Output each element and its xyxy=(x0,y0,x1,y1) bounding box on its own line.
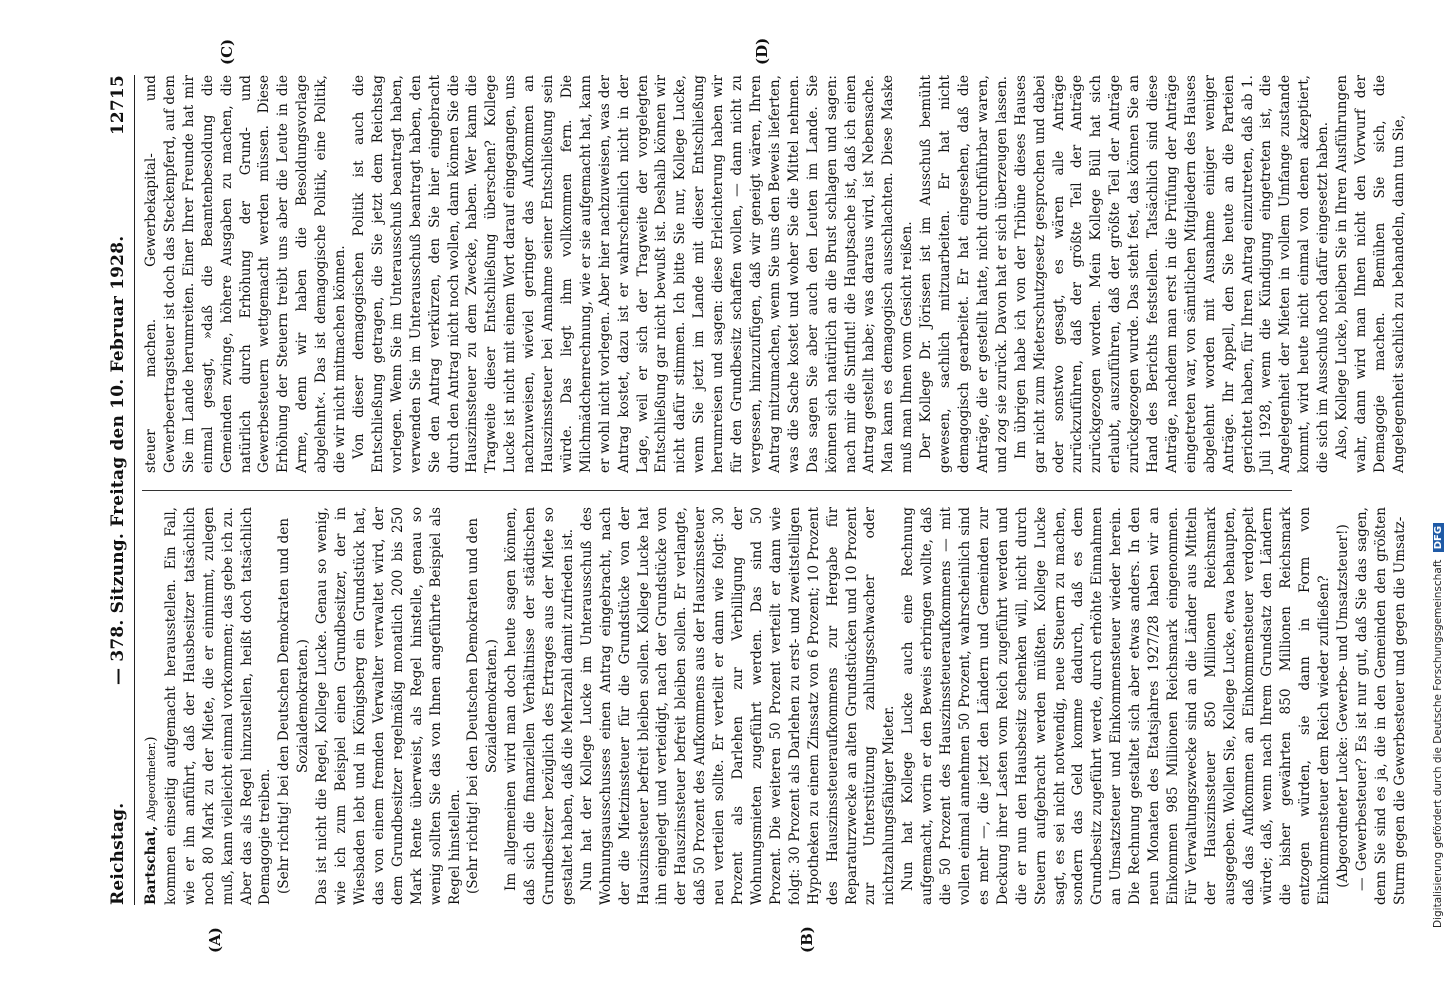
interjection: (Sehr richtig! bei den Deutschen Demokraten und den Sozialdemokraten.) xyxy=(276,517,312,895)
column-divider xyxy=(142,490,1292,491)
paragraph: Das ist nicht die Regel, Kollege Lucke. Genau so wenig, wie ich zum Beispiel einen Grundbesitzer, der in Wiesbaden lebt und in Königsberg ein Grundstück hat, das von einem fremden Verwalter verwaltet wird, der dem Grundbesitzer regelmäßig monatlich 200 bis 250 Mark Rente überweist, als Regel hinstelle, genau so wenig sollten Sie das von Ihnen angeführte Beispiel als Regel hinstellen. xyxy=(314,507,463,905)
interjection: (Abgeordneter Lucke: Gewerbe- und Umsatzsteuer!) xyxy=(1335,524,1352,888)
paragraph: Nun hat der Kollege Lucke im Unterausschuß des Wohnungsausschusses einen Antrag eingebracht, nach der die Mietzinssteuer für die Grundstücke von der Hauszinssteuer befreit bleiben sollen. Kollege Lucke hat ihn eingelegt und verteidigt, nach der Grundstücke von der Hauszinssteuer befreit bleiben sollen. Er verlangte, daß 50 Prozent des Aufkommens aus der Hauszinssteuer neu verteilen sollte. Er verteilt er dann wie folgt: 30 Prozent als Darlehen zur Verbilligung der Wohnungsmieten zugeführt werden. Das sind 50 Prozent. Die weiteren 50 Prozent verteilt er dann wie folgt: 30 Prozent als Darlehen zu erst- und zweitstelligen Hypotheken zu einem Zinssatz von 6 Prozent; 10 Prozent des Hauszinssteueraufkommens zur Hergabe für Reparaturzwecke an alten Grundstücken und 10 Prozent zur Unterstützung zahlungsschwacher oder nichtzahlungsfähiger Mieter. xyxy=(578,507,898,905)
margin-marker-d: (D) xyxy=(753,37,771,65)
header-session-date: — 378. Sitzung. Freitag den 10. Februar 1928. xyxy=(108,235,128,685)
paragraph: Also, Kollege Lucke, bleiben Sie in Ihren Ausführungen wahr, dann wird man Ihnen nicht den Vorwurf der Demagogie machen. Bemühen Sie sich, die Angelegenheit sachlich zu behandeln, dann tun Sie, xyxy=(1334,75,1407,473)
document-page xyxy=(108,37,1408,953)
margin-marker-c: (C) xyxy=(218,38,236,65)
paragraph: Der Kollege Dr. Jörissen ist im Ausschuß bemüht gewesen, sachlich mitzuarbeiten. Er hat nicht demagogisch gearbeitet. Er hat eingesehen, daß die Anträge, die er gestellt hatte, nicht durchführbar waren, und zog sie zurück. Davon hat er sich überzeugen lassen. xyxy=(918,75,1010,473)
interjection: (Sehr richtig! bei den Deutschen Demokraten und den Sozialdemokraten.) xyxy=(465,517,501,895)
paragraph: Bartschat, Abgeordneter.) xyxy=(143,736,159,905)
page-number: 12715 xyxy=(108,75,128,136)
speaker-role: Abgeordneter. xyxy=(145,741,158,822)
credit-text: Digitalisierung gefördert durch die Deutsche Forschungsgemeinschaft xyxy=(1432,559,1444,928)
paragraph: Nun hat Kollege Lucke auch eine Rechnung aufgemacht, worin er den Beweis erbringen wollte, daß die 50 Prozent des Hauszinssteueraufkommens — mit vollen einmal annehmen 50 Prozent, wahrscheinlich sind es mehr —, die jetzt den Ländern und Gemeinden zur Deckung ihrer Lasten vom Reich zugeführt werden und die er nun den Hausbesitz schenken will, nicht durch Steuern aufgebracht werden müßten. Kollege Lucke sagt, es sei nicht notwendig, neue Steuern zu machen, sondern das Geld komme dadurch, daß es dem Grundbesitz zugeführt werde, durch erhöhte Einnahmen an Umsatzsteuer und Einkommensteuer wieder herein. Die Rechnung gestaltet sich aber etwas anders. In den neun Monaten des Etatsjahres 1927/28 haben wir an Einkommen 985 Millionen Reichsmark eingenommen. Für Verwaltungszwecke sind an die Länder aus Mitteln der Hauszinssteuer 850 Millionen Reichsmark ausgegeben. Wollen Sie, Kollege Lucke, etwa behaupten, daß das Aufkommen an Einkommensteuer verdoppelt würde; daß, wenn nach Ihrem Grundsatz den Ländern die bisher gewährten 850 Millionen Reichsmark entzogen würden, sie dann in Form von Einkommensteuer dem Reich wieder zufließen? xyxy=(900,507,1333,905)
margin-marker-a: (A) xyxy=(206,927,224,953)
header-chamber: Reichstag. xyxy=(108,802,128,905)
left-column xyxy=(142,507,1408,905)
paragraph: kommen einseitig aufgemacht herausstellen. Ein Fall, wie er ihn anführt, daß der Hausbesitzer tatsächlich noch 80 Mark zu der Miete, die er einnimmt, zulegen muß, kann vielleicht einmal vorkommen; das gebe ich zu. Aber das als Regel hinzustellen, heißt doch tatsächlich Demagogie treiben. xyxy=(162,507,274,905)
paragraph: — Gewerbesteuer? Es ist nur gut, daß Sie das sagen, denn Sie sind es ja, die in den Gemeinden den größten Sturm gegen die Gewerbesteuer und gegen die Umsatz- xyxy=(1354,507,1408,905)
speaker-name: Bartschat, xyxy=(143,825,159,905)
paragraph: Im allgemeinen wird man doch heute sagen können, daß sich die finanziellen Verhältnisse der städtischen Grundbesitzer bezüglich des Ertrages aus der Miete so gestaltet haben, daß die Mehrzahl damit zufrieden ist. xyxy=(503,507,576,905)
page-header xyxy=(108,75,135,905)
paragraph: Von dieser demagogischen Politik ist auch die Entschließung getragen, die Sie jetzt dem Reichstag vorlegen. Wenn Sie im Unterausschuß beantragt haben, verwenden Sie im Unterausschuß beantragt haben, den Sie den Antrag verkürzen, den Sie hier eingebracht durch den Antrag nicht noch wollen, dann können Sie die Hauszinssteuer zu dem Zwecke, haben. Wer kann die Tragweite dieser Entschließung überschen? Kollege Lucke ist nicht mit einem Wort darauf eingegangen, uns nachzuweisen, wieviel geringer das Aufkommen an Hauszinssteuer bei Annahme seiner Entschließung sein würde. Das liegt ihm vollkommen fern. Die Milchmädchenrechnung, wie er sie aufgemacht hat, kann er wohl nicht vorlegen. Aber hier nachzuweisen, was der Antrag kostet, dazu ist er wahrscheinlich nicht in der Lage, weil er sich der Tragweite der vorgelegten Entschließung gar nicht bewußt ist. Deshalb können wir nicht dafür stimmen. Ich bitte Sie nur, Kollege Lucke, wenn Sie jetzt im Lande mit dieser Entschließung herumreisen und sagen: diese Erleichterung haben wir für den Grundbesitz schaffen wollen, — dann nicht zu vergessen, hinzuzufügen, daß wir geneigt wären, Ihren Antrag mitzumachen, wenn Sie uns den Beweis lieferten, was die Sache kostet und woher Sie die Mittel nehmen. Das sagen Sie aber auch den Leuten im Lande. Sie können sich natürlich an die Brust schlagen und sagen: nach mir die Sintflut! die Hauptsache ist, daß ich einen Antrag gestellt habe; was daraus wird, ist Nebensache. Man kann es demagogisch ausschlachten. Diese Maske muß man Ihnen vom Gesicht reißen. xyxy=(350,75,916,473)
margin-marker-b: (B) xyxy=(798,926,816,953)
dfg-logo: DFG xyxy=(1433,523,1444,552)
right-column xyxy=(142,75,1407,473)
paragraph: steuer machen. Gewerbekapital- und Gewerbeertragsteuer ist doch das Steckenpferd, auf dem Sie im Lande herumreiten. Einer Ihrer Freunde hat mir einmal gesagt, »daß die Beamtenbesoldung die Gemeinden zwinge, höhere Ausgaben zu machen, die natürlich durch Erhöhung der Grund- und Gewerbesteuern wettgemacht werden müssen. Diese Erhöhung der Steuern treibt uns aber die Leute in die Arme, denn wir haben die Besoldungsvorlage abgelehnt«. Das ist demagogische Politik, eine Politik, die wir nicht mitmachen können. xyxy=(143,75,349,473)
digitization-credit xyxy=(1432,523,1444,928)
paragraph: Im übrigen habe ich von der Tribüne dieses Hauses gar nicht zum Mieterschutzgesetz gesprochen und dabei oder sonstwo gesagt, es wären alle Anträge zurückzuführen, daß der größte Teil der Anträge zurückgezogen worden. Mein Kollege Büll hat sich erlaubt, auszuführen, daß der größte Teil der Anträge zurückgezogen wurde. Das steht fest, das können Sie an Hand des Berichts feststellen. Tatsächlich sind diese Anträge, nachdem man erst in die Prüfung der Anträge eingetreten war, von sämtlichen Mitgliedern des Hauses abgelehnt worden mit Ausnahme einiger weniger Anträge. Ihr Appell, den Sie heute an die Parteien gerichtet haben, für Ihren Antrag einzutreten, daß ab 1. Juli 1928, wenn die Kündigung eingetreten ist, die Angelegenheit der Mieten in vollem Umfange zustande kommt, wird heute nicht einmal von denen akzeptiert, die sich im Ausschuß noch dafür eingesetzt haben. xyxy=(1012,75,1332,473)
